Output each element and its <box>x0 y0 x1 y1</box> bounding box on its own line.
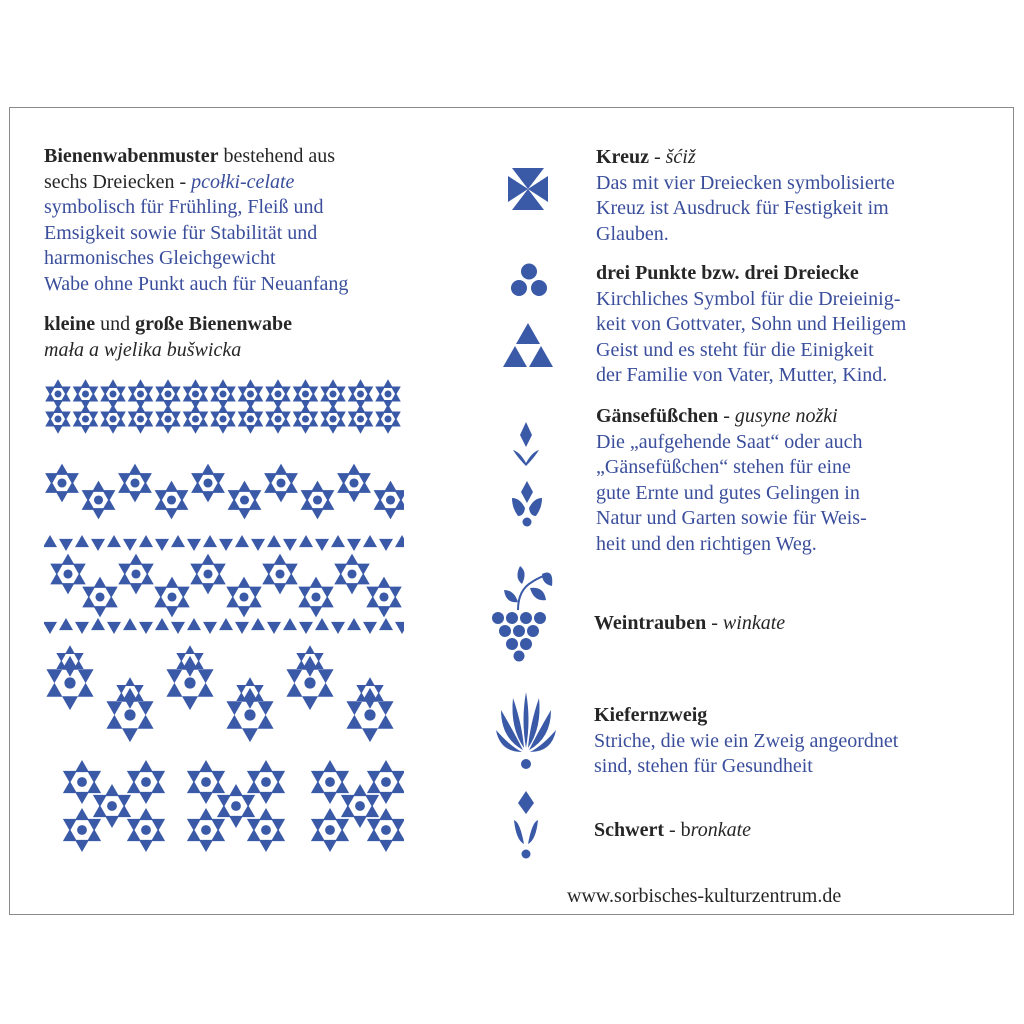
pattern-triangle <box>323 840 337 852</box>
rising-seed-icon <box>510 478 544 530</box>
pattern-triangle <box>199 840 213 852</box>
punkte-title: drei Punkte bzw. drei Dreiecke <box>596 262 859 284</box>
pattern-triangle <box>367 819 381 831</box>
kiefer-section <box>594 703 898 780</box>
pattern-triangle <box>211 829 225 841</box>
pattern-triangle <box>63 771 77 783</box>
pattern-triangle <box>335 829 349 841</box>
pattern-triangle <box>247 771 261 783</box>
honeycomb-desc-line: symbolisch für Frühling, Fleiß und <box>44 196 324 218</box>
honeycomb-line2: sechs Dreiecken - <box>44 170 192 193</box>
grosse-label: große Bienenwabe <box>135 313 292 335</box>
pattern-triangle <box>379 792 393 804</box>
pattern-triangle <box>127 819 141 831</box>
gaense-desc-line: Natur und Garten sowie für Weis- <box>596 507 867 530</box>
pattern-triangle <box>259 840 273 852</box>
pattern-triangle <box>139 808 153 820</box>
pattern-triangle <box>217 795 231 807</box>
pattern-triangle <box>391 829 405 841</box>
schwert-sorbian: ronkate <box>690 819 752 841</box>
gaense-desc-line: gute Ernte und gutes Gelingen in <box>596 481 860 504</box>
pattern-triangle <box>87 829 101 841</box>
pattern-triangle <box>187 771 201 783</box>
pattern-dot <box>325 777 335 787</box>
pattern-triangle <box>353 816 367 828</box>
kreuz-sep: - <box>648 146 666 168</box>
honeycomb-desc-line: harmonisches Gleichgewicht <box>44 247 276 270</box>
pattern-dot <box>381 777 391 787</box>
grapes-icon <box>488 560 554 662</box>
pattern-triangle <box>365 805 379 817</box>
sword-icon <box>510 790 542 860</box>
gaense-section <box>596 404 867 558</box>
pattern-dot <box>141 825 151 835</box>
cross-icon <box>508 166 548 212</box>
honeycomb-title: Bienenwabenmuster <box>44 145 219 167</box>
wein-section <box>594 611 785 637</box>
pattern-triangle <box>75 840 89 852</box>
pattern-dot <box>261 777 271 787</box>
honeycomb-desc-line: Wabe ohne Punkt auch für Neuanfang <box>44 272 349 295</box>
pattern-dot <box>381 825 391 835</box>
pattern-triangle <box>391 781 405 793</box>
punkte-desc-line: keit von Gottvater, Sohn und Heiligem <box>596 313 907 336</box>
pattern-dot <box>201 825 211 835</box>
kiefer-desc-line: Striche, die wie ein Zweig angeordnet <box>594 729 899 752</box>
pattern-triangle <box>105 784 119 796</box>
pattern-triangle <box>127 771 141 783</box>
schwert-sep: - b <box>663 819 691 841</box>
gaense-sorbian: gusyne nožki <box>734 405 838 427</box>
pattern-triangle <box>271 781 285 793</box>
pattern-triangle <box>311 819 325 831</box>
pattern-triangle <box>241 805 255 817</box>
pattern-triangle <box>379 840 393 852</box>
punkte-desc-line: Geist und es steht für die Einigkeit <box>596 338 874 361</box>
gaense-desc-line: Die „aufgehende Saat“ oder auch <box>596 430 863 453</box>
gaense-sep: - <box>718 405 735 427</box>
pattern-triangle <box>87 781 101 793</box>
schwert-title: Schwert <box>594 819 664 841</box>
pattern-dot <box>77 825 87 835</box>
kreuz-desc-line: Glauben. <box>596 222 669 245</box>
pattern-triangle <box>151 829 165 841</box>
pattern-triangle <box>323 792 337 804</box>
gaense-title: Gänsefüßchen <box>596 405 719 427</box>
pattern-dot <box>231 801 241 811</box>
pattern-triangle <box>199 760 213 772</box>
pattern-triangle <box>75 792 89 804</box>
pattern-triangle <box>93 795 107 807</box>
pattern-triangle <box>75 760 89 772</box>
pattern-triangle <box>335 781 349 793</box>
punkte-section <box>596 261 906 389</box>
kreuz-title: Kreuz <box>596 146 649 168</box>
pine-branch-icon <box>496 690 556 772</box>
pattern-triangle <box>323 760 337 772</box>
kleine-label: kleine <box>44 313 96 335</box>
pattern-dot <box>107 801 117 811</box>
kiefer-title: Kiefernzweig <box>594 704 708 726</box>
pattern-triangle <box>311 771 325 783</box>
pattern-triangle <box>139 792 153 804</box>
three-dots-icon <box>510 263 548 297</box>
pattern-triangle <box>259 792 273 804</box>
pattern-triangle <box>199 792 213 804</box>
pattern-triangle <box>151 781 165 793</box>
pattern-triangle <box>379 760 393 772</box>
pattern-triangle <box>341 795 355 807</box>
footer-url[interactable]: www.sorbisches-kulturzentrum.de <box>567 885 842 907</box>
pattern-dot <box>355 801 365 811</box>
honeycomb-desc-line: Emsigkeit sowie für Stabilität und <box>44 221 318 244</box>
pattern-dot <box>261 825 271 835</box>
pattern-dot <box>325 825 335 835</box>
pattern-triangle <box>247 819 261 831</box>
honeycomb-title-rest: bestehend aus <box>218 145 336 167</box>
schwert-section <box>594 818 751 844</box>
three-triangles-icon <box>503 322 553 368</box>
und-label: und <box>95 313 136 335</box>
pattern-triangle <box>379 808 393 820</box>
pattern-triangle <box>139 840 153 852</box>
gaense-desc-line: heit und den richtigen Weg. <box>596 532 817 555</box>
gaense-desc-line: „Gänsefüßchen“ stehen für eine <box>596 456 851 479</box>
kiefer-desc-line: sind, stehen für Gesundheit <box>594 755 813 778</box>
pattern-triangle <box>105 816 119 828</box>
wein-title: Weintrauben <box>594 612 707 634</box>
pattern-triangle <box>353 784 367 796</box>
pattern-triangle <box>229 816 243 828</box>
pattern-triangle <box>139 760 153 772</box>
pattern-triangle <box>259 808 273 820</box>
pattern-triangle <box>199 808 213 820</box>
pattern-triangle <box>323 808 337 820</box>
pattern-triangle <box>63 819 77 831</box>
honeycomb-sorbian: pcołki-celate <box>191 170 295 193</box>
pattern-dot <box>77 777 87 787</box>
pattern-triangle <box>211 781 225 793</box>
pattern-triangle <box>187 819 201 831</box>
pattern-triangle <box>75 808 89 820</box>
kreuz-sorbian: šćiž <box>665 146 696 168</box>
kreuz-desc-line: Kreuz ist Ausdruck für Festigkeit im <box>596 197 889 220</box>
pattern-triangle <box>117 805 131 817</box>
pattern-dot <box>141 777 151 787</box>
pattern-dot <box>201 777 211 787</box>
pattern-triangle <box>367 771 381 783</box>
kreuz-section <box>596 145 895 247</box>
pattern-triangle <box>259 760 273 772</box>
punkte-desc-line: der Familie von Vater, Mutter, Kind. <box>596 364 888 387</box>
kreuz-desc-line: Das mit vier Dreiecken symbolisierte <box>596 171 895 194</box>
honeycomb-size-sorbian: mała a wjelika bušwicka <box>44 338 242 361</box>
wein-sorbian: winkate <box>722 612 786 634</box>
punkte-desc-line: Kirchliches Symbol für die Dreieinig- <box>596 287 901 310</box>
goose-foot-icon <box>510 420 542 468</box>
wein-sep: - <box>706 612 723 634</box>
pattern-triangle <box>271 829 285 841</box>
pattern-triangle <box>229 784 243 796</box>
